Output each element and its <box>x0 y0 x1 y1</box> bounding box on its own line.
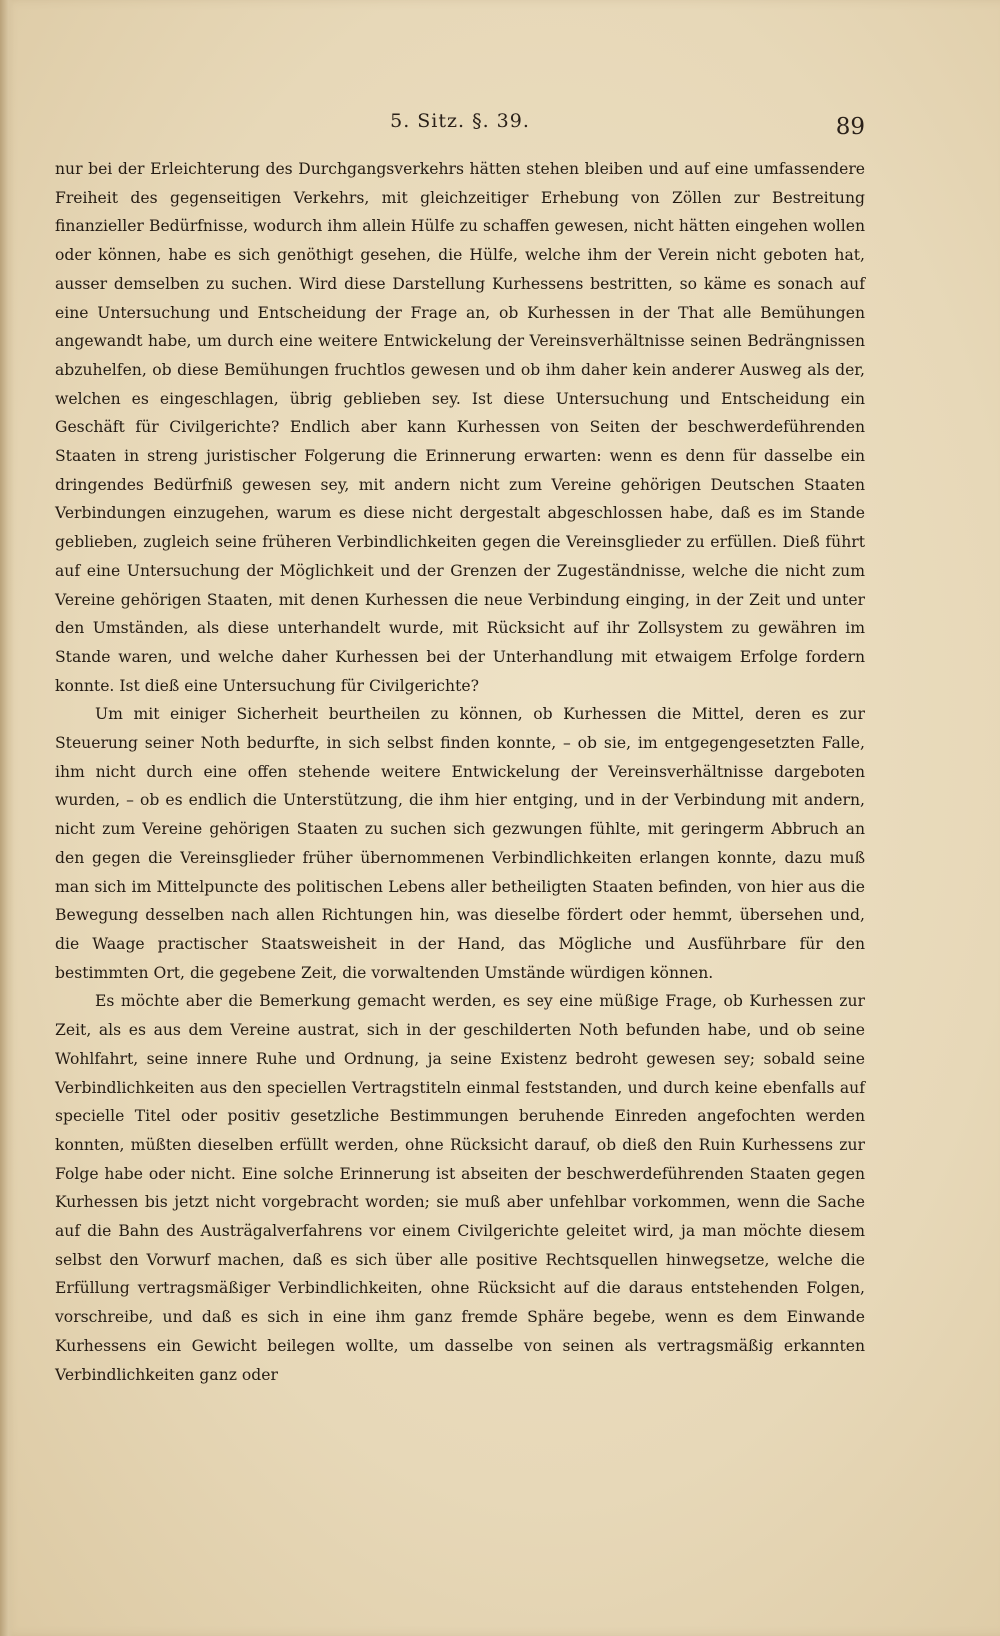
page-header <box>55 104 865 144</box>
body-text <box>55 155 865 1389</box>
running-head: 5. Sitz. §. 39. <box>390 110 530 132</box>
paragraph-1: nur bei der Erleichterung des Durchgangsverkehrs hätten stehen bleiben und auf eine umfassendere Freiheit des gegenseitigen Verkehrs, mit gleichzeitiger Erhebung von Zöllen zur Bestreitung finanzieller Bedürfnisse, wodurch ihm allein Hülfe zu schaffen gewesen, nicht hätten eingehen wollen oder können, habe es sich genöthigt gesehen, die Hülfe, welche ihm der Verein nicht geboten hat, ausser demselben zu suchen. Wird diese Darstellung Kurhessens bestritten, so käme es sonach auf eine Untersuchung und Entscheidung der Frage an, ob Kurhessen in der That alle Bemühungen angewandt habe, um durch eine weitere Entwickelung der Vereinsverhältnisse seinen Bedrängnissen abzuhelfen, ob diese Bemühungen fruchtlos gewesen und ob ihm daher kein anderer Ausweg als der, welchen es eingeschlagen, übrig geblieben sey. Ist diese Untersuchung und Entscheidung ein Geschäft für Civilgerichte? Endlich aber kann Kurhessen von Seiten der beschwerdeführenden Staaten in streng juristischer Folgerung die Erinnerung erwarten: wenn es denn für dasselbe ein dringendes Bedürfniß gewesen sey, mit andern nicht zum Vereine gehörigen Deutschen Staaten Verbindungen einzugehen, warum es diese nicht dergestalt abgeschlossen habe, daß es im Stande geblieben, zugleich seine früheren Verbindlichkeiten gegen die Vereinsglieder zu erfüllen. Dieß führt auf eine Untersuchung der Möglichkeit und der Grenzen der Zugeständnisse, welche die nicht zum Vereine gehörigen Staaten, mit denen Kurhessen die neue Verbindung einging, in der Zeit und unter den Umständen, als diese unterhandelt wurde, mit Rücksicht auf ihr Zollsystem zu gewähren im Stande waren, und welche daher Kurhessen bei der Unterhandlung mit etwaigem Erfolge fordern konnte. Ist dieß eine Untersuchung für Civilgerichte? <box>55 160 865 695</box>
paragraph-3: Es möchte aber die Bemerkung gemacht werden, es sey eine müßige Frage, ob Kurhessen zur Zeit, als es aus dem Vereine austrat, sich in der geschilderten Noth befunden habe, und ob seine Wohlfahrt, seine innere Ruhe und Ordnung, ja seine Existenz bedroht gewesen sey; sobald seine Verbindlichkeiten aus den speciellen Vertragstiteln einmal feststanden, und durch keine ebenfalls auf specielle Titel oder positiv gesetzliche Bestimmungen beruhende Einreden angefochten werden konnten, müßten dieselben erfüllt werden, ohne Rücksicht darauf, ob dieß den Ruin Kurhessens zur Folge habe oder nicht. Eine solche Erinnerung ist abseiten der beschwerdeführenden Staaten gegen Kurhessen bis jetzt nicht vorgebracht worden; sie muß aber unfehlbar vorkommen, wenn die Sache auf die Bahn des Austrägalverfahrens vor einem Civilgerichte geleitet wird, ja man möchte diesem selbst den Vorwurf machen, daß es sich über alle positive Rechtsquellen hinwegsetze, welche die Erfüllung vertragsmäßiger Verbindlichkeiten, ohne Rücksicht auf die daraus entstehenden Folgen, vorschreibe, und daß es sich in eine ihm ganz fremde Sphäre begebe, wenn es dem Einwande Kurhessens ein Gewicht beilegen wollte, um dasselbe von seinen als vertragsmäßig erkannten Verbindlichkeiten ganz oder <box>55 992 865 1384</box>
page-number: 89 <box>835 114 865 140</box>
binding-edge <box>0 0 14 1636</box>
paragraph-2: Um mit einiger Sicherheit beurtheilen zu können, ob Kurhessen die Mittel, deren es zur Steuerung seiner Noth bedurfte, in sich selbst finden konnte, – ob sie, im entgegengesetzten Falle, ihm nicht durch eine offen stehende weitere Entwickelung der Vereinsverhältnisse dargeboten wurden, – ob es endlich die Unterstützung, die ihm hier entging, und in der Verbindung mit andern, nicht zum Vereine gehörigen Staaten zu suchen sich gezwungen fühlte, mit geringerm Abbruch an den gegen die Vereinsglieder früher übernommenen Verbindlichkeiten erlangen konnte, dazu muß man sich im Mittelpuncte des politischen Lebens aller betheiligten Staaten befinden, von hier aus die Bewegung desselben nach allen Richtungen hin, was dieselbe fördert oder hemmt, übersehen und, die Waage practischer Staatsweisheit in der Hand, das Mögliche und Ausführbare für den bestimmten Ort, die gegebene Zeit, die vorwaltenden Umstände würdigen können. <box>55 705 865 982</box>
